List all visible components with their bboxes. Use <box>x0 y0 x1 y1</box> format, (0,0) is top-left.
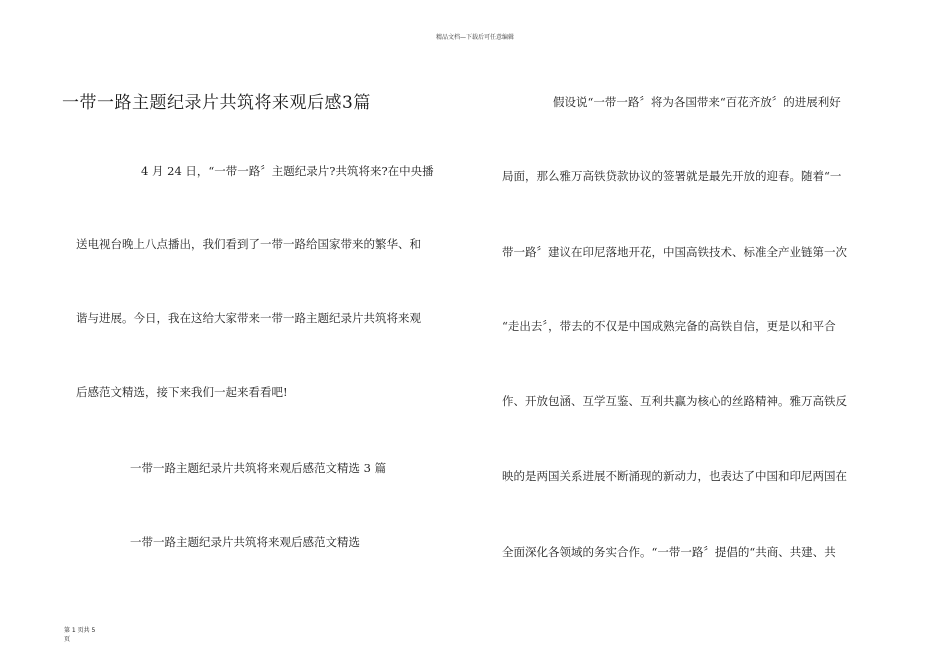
left-paragraph-line-3: 谐与进展。今日，我在这给大家带来一带一路主题纪录片共筑将来观 <box>76 311 421 325</box>
right-paragraph-line-6: 映的是两国关系进展不断涌现的新动力，也表达了中国和印尼两国在 <box>502 469 847 483</box>
left-subheading-1: 一带一路主题纪录片共筑将来观后感范文精选 3 篇 <box>130 461 387 475</box>
header-note: 精品文档—下载后可任意编辑 <box>435 34 514 41</box>
right-paragraph-line-4: “走出去〞，带去的不仅是中国成熟完备的高铁自信，更是以和平合 <box>502 319 836 333</box>
left-subheading-2: 一带一路主题纪录片共筑将来观后感范文精选 <box>130 535 360 549</box>
page-number-line-2: 页 <box>64 636 71 643</box>
page-number-line-1: 第 1 页共 5 <box>64 627 96 634</box>
right-paragraph-line-5: 作、开放包涵、互学互鉴、互利共赢为核心的丝路精神。雅万高铁反 <box>502 394 847 408</box>
left-paragraph-line-1: 4 月 24 日，“一带一路〞主题纪录片?共筑将来?在中央播 <box>141 164 434 178</box>
document-title: 一带一路主题纪录片共筑将来观后感3篇 <box>62 93 371 113</box>
right-paragraph-line-3: 带一路〞建议在印尼落地开花，中国高铁技术、标准全产业链第一次 <box>502 245 847 259</box>
left-paragraph-line-2: 送电视台晚上八点播出，我们看到了一带一路给国家带来的繁华、和 <box>76 237 421 251</box>
page-number <box>64 626 95 644</box>
right-paragraph-line-7: 全面深化各领域的务实合作。“一带一路〞提倡的“共商、共建、共 <box>502 545 836 559</box>
right-paragraph-line-2: 局面，那么雅万高铁贷款协议的签署就是最先开放的迎春。随着“一 <box>502 169 842 183</box>
left-paragraph-line-4: 后感范文精选，接下来我们一起来看看吧! <box>76 385 288 399</box>
right-paragraph-line-1: 假设说“一带一路〞将为各国带来“百花齐放〞的进展利好 <box>553 95 841 109</box>
